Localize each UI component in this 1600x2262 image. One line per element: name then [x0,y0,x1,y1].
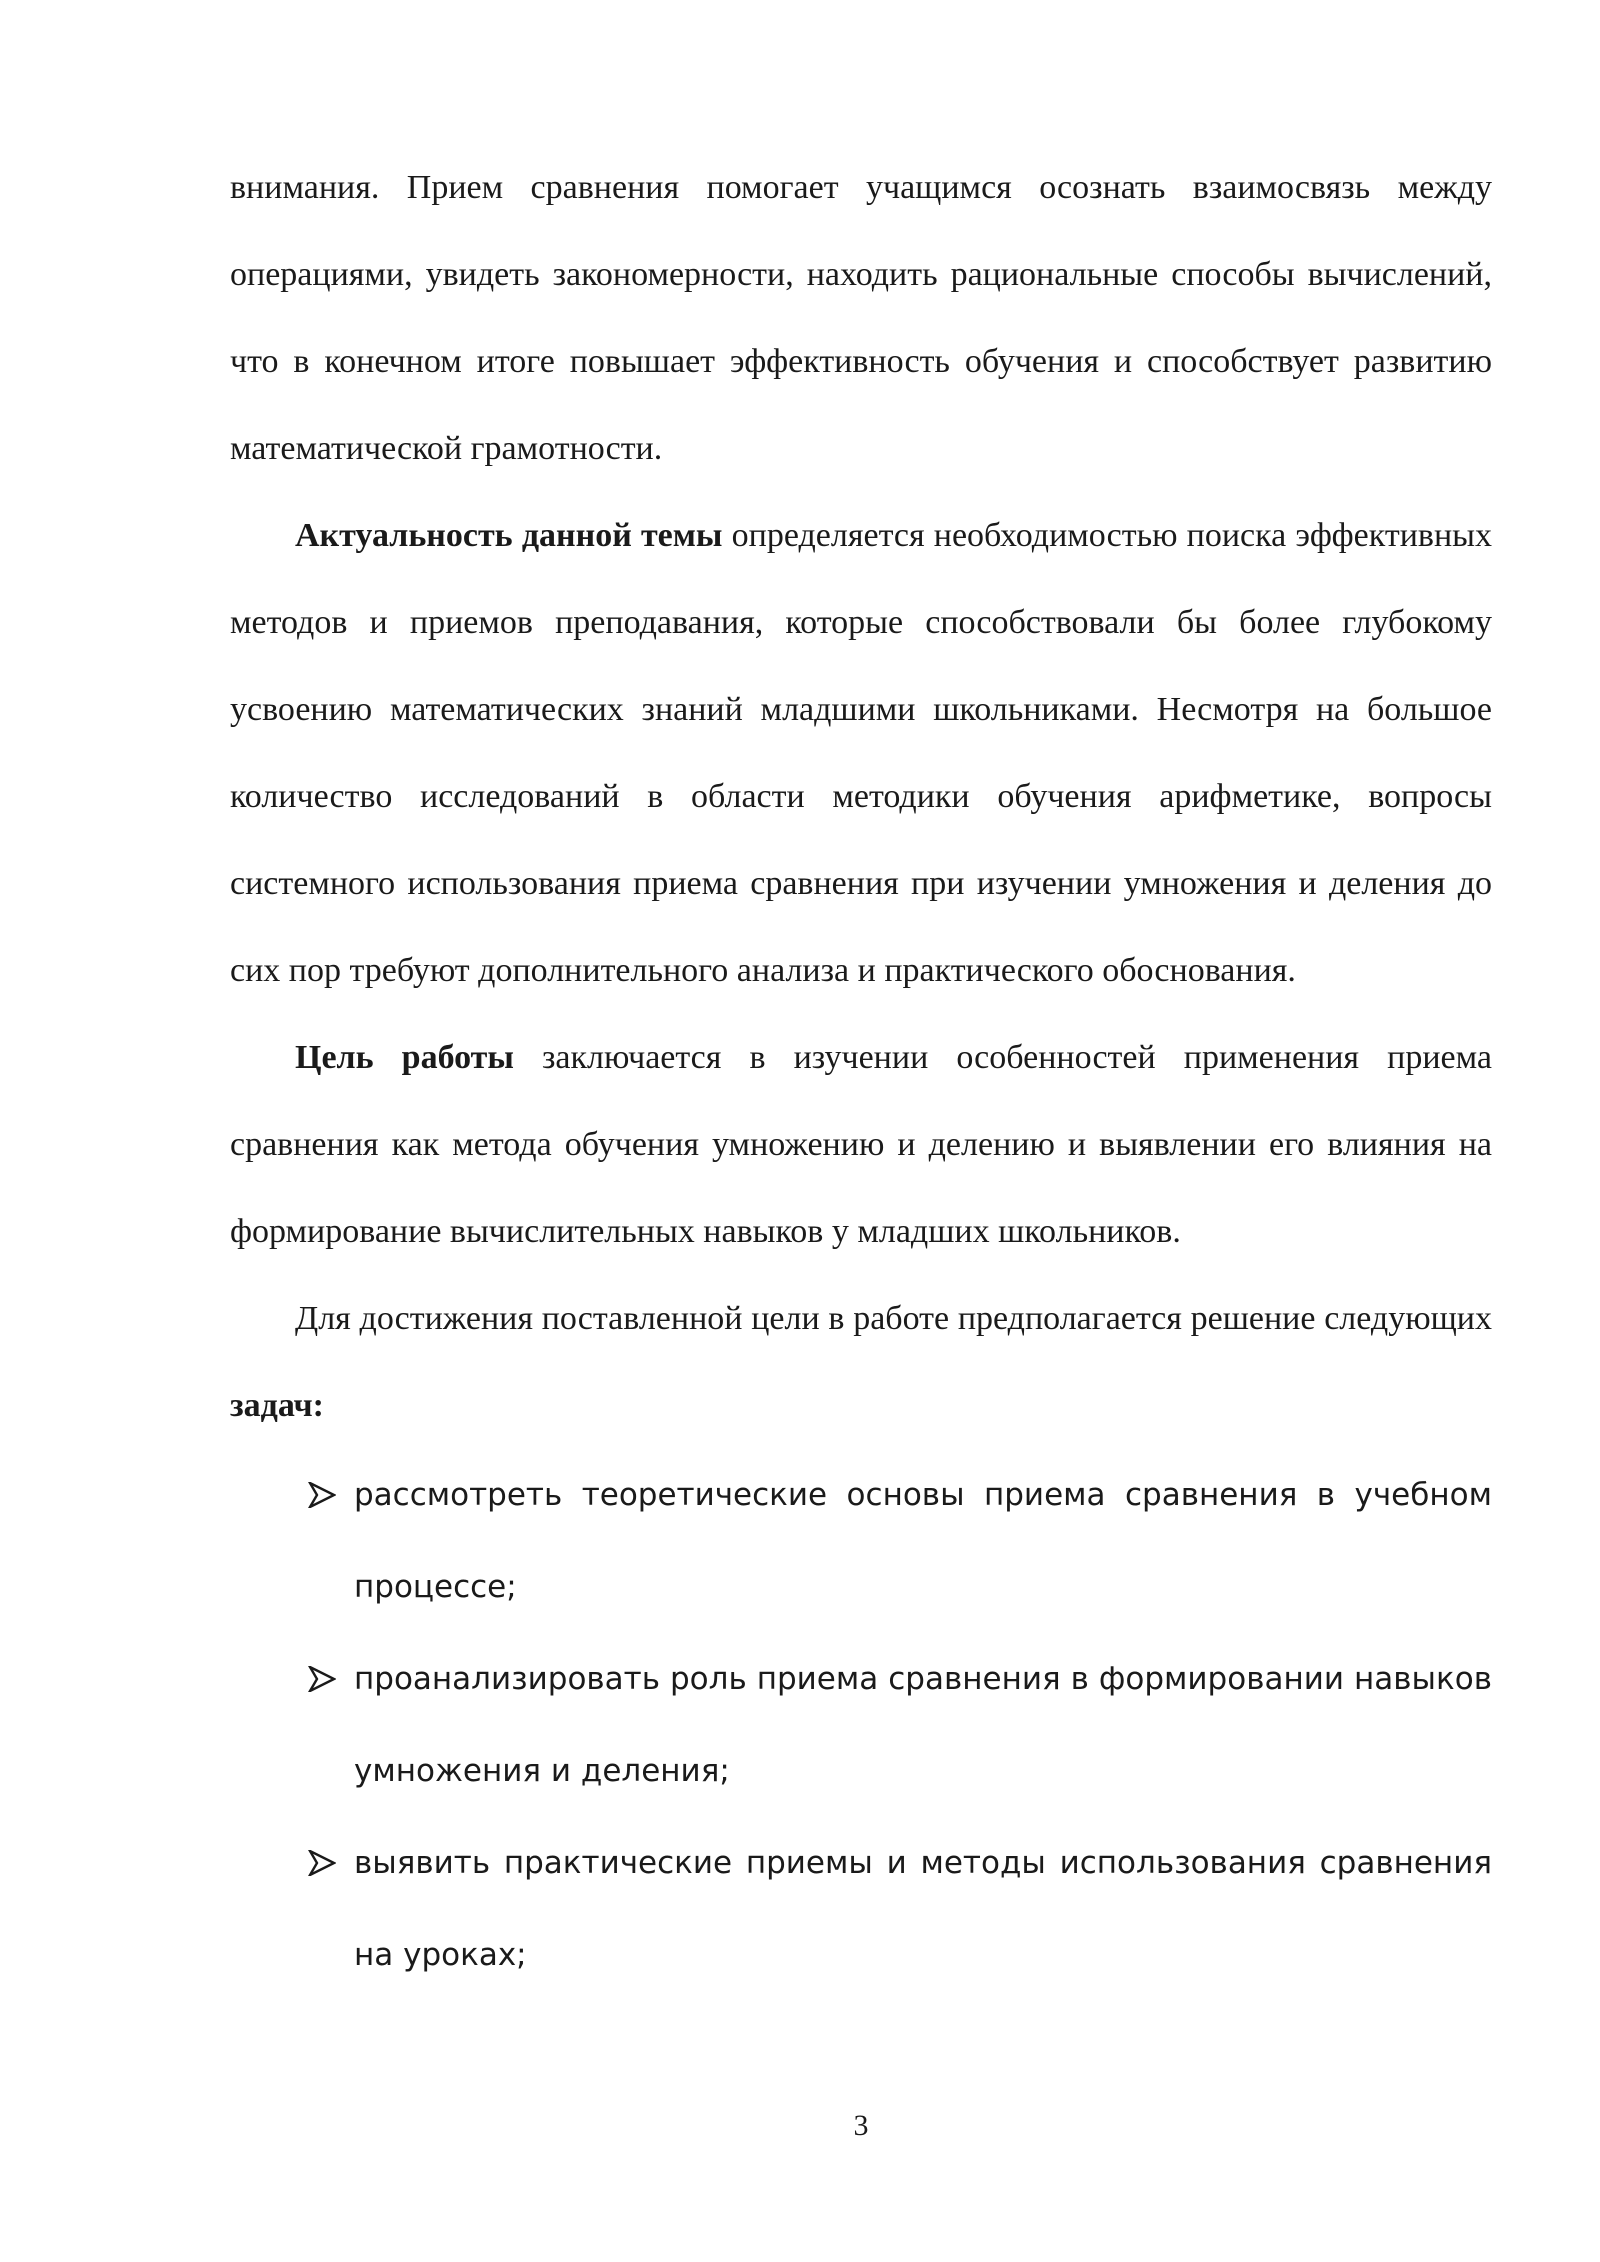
page-body [230,144,1492,2001]
paragraph-text: заключается в изучении особенностей применения приема сравнения как метода обучения умножению и делению и выявлении его влияния на формирование вычислительных навыков у младших школьников. [230,1039,1492,1250]
task-text: проанализировать роль приема сравнения в формировании навыков умножения и деления; [354,1661,1492,1789]
tasks-list [230,1449,1492,2001]
page-number: 3 [853,2109,869,2142]
paragraph-tasks-intro [230,1275,1492,1449]
list-item [230,1817,1492,2001]
list-item [230,1449,1492,1633]
paragraph-relevance [230,492,1492,1014]
goal-heading: Цель работы [295,1039,514,1076]
arrowhead-bullet-icon [308,1482,336,1508]
relevance-heading: Актуальность данной темы [295,517,723,554]
task-text: рассмотреть теоретические основы приема сравнения в учебном процессе; [354,1477,1492,1605]
paragraph-intro-continuation [230,144,1492,492]
tasks-heading: задач: [230,1387,324,1424]
paragraph-text: определяется необходимостью поиска эффективных методов и приемов преподавания, которые способствовали бы более глубокому усвоению математических знаний младшими школьниками. Несмотря на большое количество исследований в области методики обучения арифметике, вопросы системного использования приема сравнения при изучении умножения и деления до сих пор требуют дополнительного анализа и практического обоснования. [230,517,1492,989]
paragraph-goal [230,1014,1492,1275]
list-item [230,1633,1492,1817]
paragraph-text: Для достижения поставленной цели в работе предполагается решение следующих [295,1300,1492,1337]
arrowhead-bullet-icon [308,1850,336,1876]
arrowhead-bullet-icon [308,1666,336,1692]
task-text: выявить практические приемы и методы использования сравнения на уроках; [354,1845,1492,1973]
paragraph-text: внимания. Прием сравнения помогает учащимся осознать взаимосвязь между операциями, увидеть закономерности, находить рациональные способы вычислений, что в конечном итоге повышает эффективность обучения и способствует развитию математической грамотности. [230,169,1492,467]
